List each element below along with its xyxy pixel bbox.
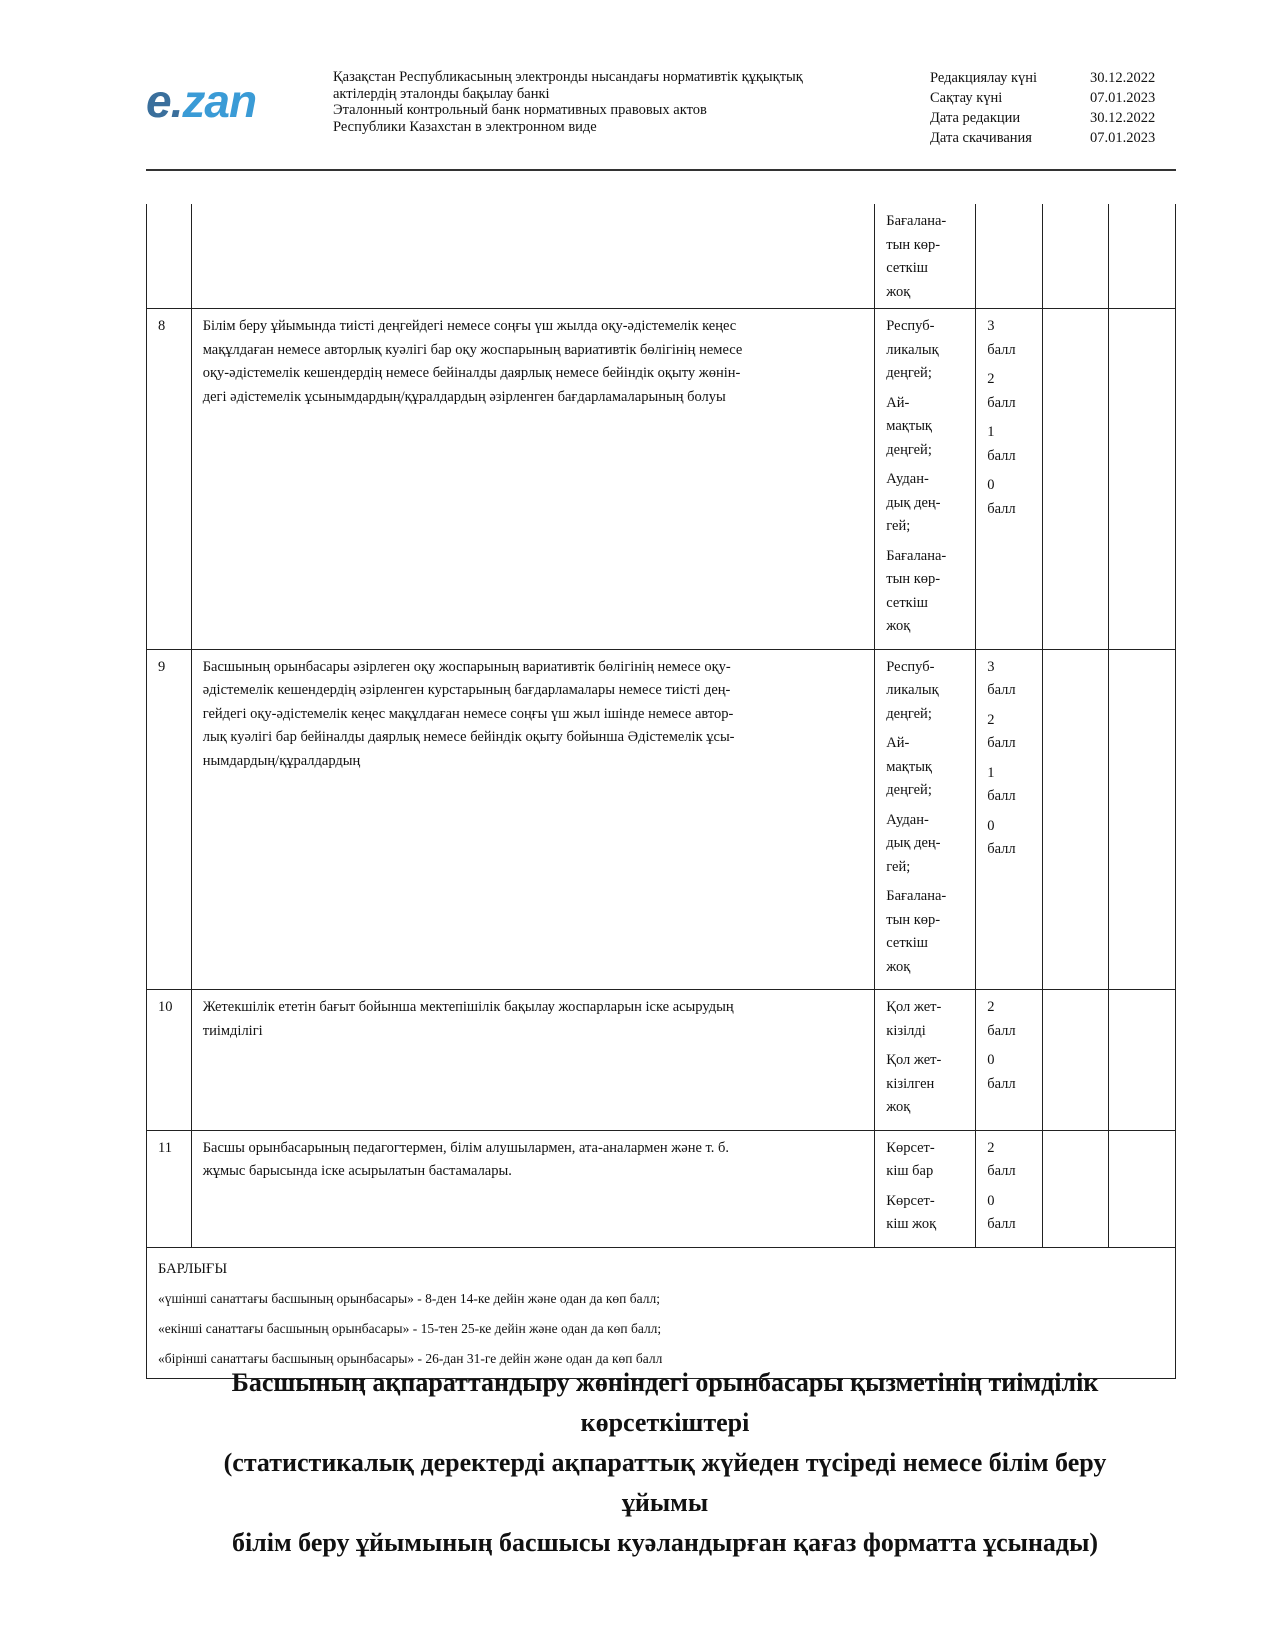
criteria-cell	[875, 309, 976, 650]
empty-cell	[1042, 1130, 1109, 1247]
points-value: 0 балл	[987, 817, 1016, 857]
header-divider	[146, 169, 1176, 171]
meta-row	[930, 88, 1155, 108]
points-cell	[976, 309, 1043, 650]
points-value: 0 балл	[987, 477, 1016, 517]
points-cell	[976, 649, 1043, 990]
section-title: Басшының ақпараттандыру жөніндегі орынбасары қызметінің тиімділік көрсеткіштері (статистикалық деректерді ақпараттық жүйеден түсіреді немесе білім беру ұйымы білім беру ұйымының басшысы куәландырған қағаз форматта ұсынады)	[223, 1368, 1107, 1557]
table-row	[147, 1130, 1176, 1247]
points-value: 3 балл	[987, 318, 1016, 358]
indicator-text: Басшының орынбасары әзірлеген оқу жоспарының вариативтік бөлігінің немесе оқу- әдістемелік кешендердің әзірленген курстарының бағдарламалары немесе тиісті дең- гейдегі оқу-әдістемелік кеңес мақұлдаған немесе соңғы үш жыл ішінде немесе автор- лық куәлігі бар бейіналды даярлық немесе бейіндік оқыту бойынша Әдістемелік ұсы- нымдардың/құралдардың	[191, 649, 875, 990]
criteria-table	[146, 204, 1176, 1379]
meta-row	[930, 68, 1155, 88]
empty-cell	[1109, 1130, 1176, 1247]
points-value: 3 балл	[987, 658, 1016, 698]
meta-value: 07.01.2023	[1090, 130, 1156, 146]
criteria-option: Қол жет- кізілді	[886, 999, 942, 1039]
points-value: 0 балл	[987, 1052, 1016, 1092]
empty-cell	[1042, 990, 1109, 1131]
total-cell	[147, 1247, 1176, 1378]
table-row	[147, 649, 1176, 990]
meta-row	[930, 108, 1155, 128]
meta-label: Дата скачивания	[930, 130, 1032, 146]
points-value: 0 балл	[987, 1192, 1016, 1232]
table-row	[147, 309, 1176, 650]
points-value: 2 балл	[987, 371, 1016, 411]
points-value: 2 балл	[987, 711, 1016, 751]
indicator-text: Білім беру ұйымында тиісті деңгейдегі немесе соңғы үш жылда оқу-әдістемелік кеңес мақұлдаған немесе авторлық куәлігі бар оқу жоспарының вариативтік бөлігінің немесе оқу-әдістемелік кешендердің немесе бейіналды даярлық немесе бейіндік оқыту жөнін- дегі әдістемелік ұсынымдардың/құралдардың әзірленген бағдарламаларының болуы	[191, 309, 875, 650]
criteria-option: Респуб- ликалық деңгей;	[886, 658, 939, 722]
indicator-text: Басшы орынбасарының педагогтермен, білім алушылармен, ата-аналармен және т. б. жұмыс барысында іске асырылатын бастамалары.	[191, 1130, 875, 1247]
row-number: 10	[147, 990, 192, 1131]
points-cell	[976, 1130, 1043, 1247]
total-category-line: «бірінші санаттағы басшының орынбасары» - 26-дан 31-ге дейін және одан да көп балл	[158, 1350, 663, 1366]
meta-row	[930, 128, 1155, 148]
points-cell	[976, 990, 1043, 1131]
row-number: 8	[147, 309, 192, 650]
criteria-option: Бағалана- тын көр- сеткіш жоқ	[886, 888, 947, 975]
criteria-option: Көрсет- кіш бар	[886, 1139, 935, 1179]
empty-cell	[1042, 309, 1109, 650]
criteria-option: Қол жет- кізілген жоқ	[886, 1052, 942, 1115]
criteria-option: Көрсет- кіш жоқ	[886, 1192, 937, 1232]
empty-cell	[1109, 990, 1176, 1131]
total-row	[147, 1247, 1176, 1378]
points-value: 2 балл	[987, 1139, 1016, 1179]
meta-value: 07.01.2023	[1090, 90, 1156, 106]
criteria-cell: Бағалана- тын көр- сеткіш жоқ	[875, 204, 976, 309]
header-meta	[930, 68, 1155, 148]
criteria-option: Ай- мақтық деңгей;	[886, 735, 932, 798]
criteria-option: Ай- мақтық деңгей;	[886, 394, 932, 458]
ezan-logo: e.zan	[146, 75, 257, 127]
meta-value: 30.12.2022	[1090, 70, 1156, 86]
row-number: 11	[147, 1130, 192, 1247]
criteria-cell	[875, 990, 976, 1131]
criteria-option: Бағалана- тын көр- сеткіш жоқ	[886, 547, 947, 634]
points-value: 1 балл	[987, 424, 1016, 464]
criteria-cell	[875, 1130, 976, 1247]
indicator-text: Жетекшілік ететін бағыт бойынша мектепішілік бақылау жоспарларын іске асырудың тиімділігі	[191, 990, 875, 1131]
meta-label: Сақтау күні	[930, 90, 1003, 106]
table-row	[147, 204, 1176, 309]
criteria-option: Респуб- ликалық деңгей;	[886, 318, 939, 381]
criteria-cell	[875, 649, 976, 990]
points-value: 1 балл	[987, 764, 1016, 804]
empty-cell	[1109, 309, 1176, 650]
empty-cell	[1109, 649, 1176, 990]
table-row	[147, 990, 1176, 1131]
points-value: 2 балл	[987, 999, 1016, 1039]
row-number: 9	[147, 649, 192, 990]
total-label: БАРЛЫҒЫ	[158, 1260, 228, 1277]
meta-label: Редакциялау күні	[930, 70, 1038, 86]
meta-label: Дата редакции	[930, 110, 1021, 126]
empty-cell	[1042, 649, 1109, 990]
total-category-line: «екінші санаттағы басшының орынбасары» - 15-тен 25-ке дейін және одан да көп балл;	[158, 1320, 662, 1336]
header-organization: Қазақстан Республикасының электронды нысандағы нормативтік құқықтық актілердің эталонды бақылау банкі Эталонный контрольный банк нормативных правовых актов Республики Казахстан в электронном виде	[333, 69, 803, 135]
total-category-line: «үшінші санаттағы басшының орынбасары» - 8-ден 14-ке дейін және одан да көп балл;	[158, 1290, 660, 1306]
criteria-option: Аудан- дық дең- гей;	[886, 471, 941, 534]
meta-value: 30.12.2022	[1090, 110, 1156, 126]
criteria-option: Аудан- дық дең- гей;	[886, 811, 941, 875]
